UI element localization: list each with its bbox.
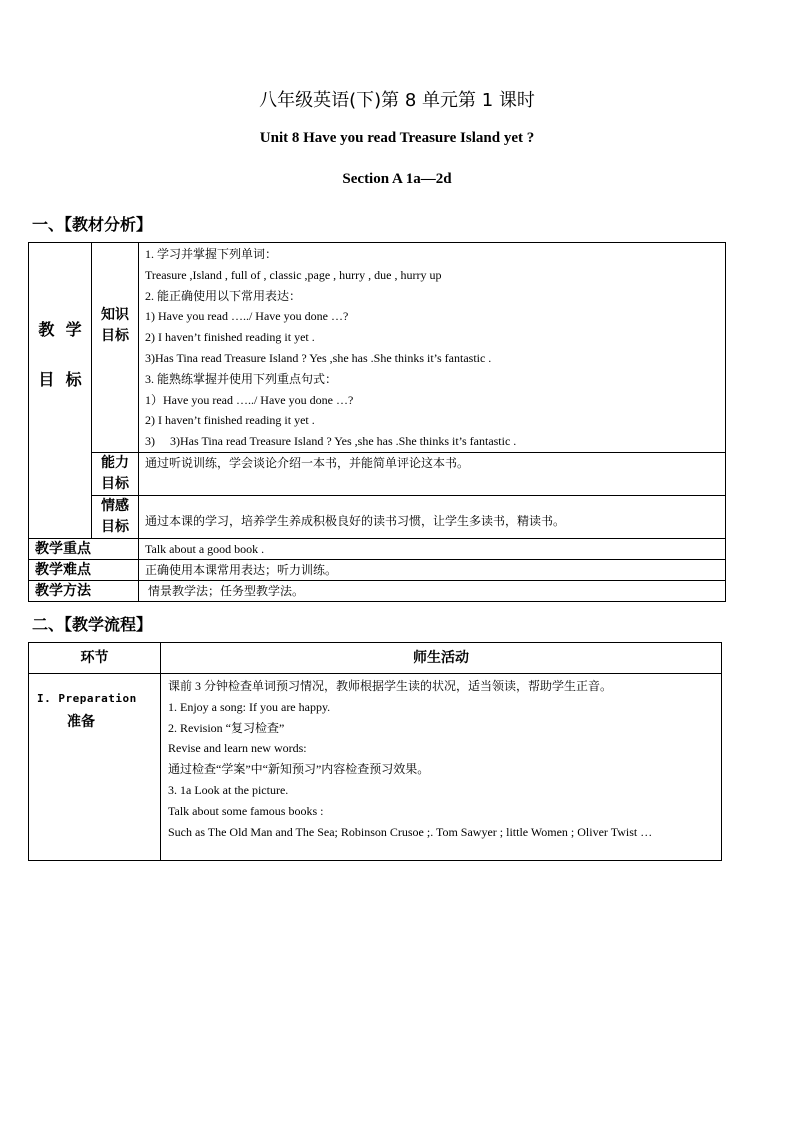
knowledge-line: 1）Have you read …../ Have you done …? (145, 392, 354, 407)
methods-label-cell (29, 580, 139, 601)
activity-line: 2. Revision “复习检查” (168, 720, 285, 735)
knowledge-line: 2. 能正确使用以下常用表达： (145, 288, 302, 303)
teaching-process-table (28, 642, 722, 861)
knowledge-label-1: 知识 (101, 307, 129, 323)
activity-line: 1. Enjoy a song: If you are happy. (168, 699, 331, 714)
activity-line: 课前 3 分钟检查单词预习情况，教师根据学生读的状况，适当领读，帮助学生正音。 (168, 679, 613, 693)
stage-chinese: 准备 (67, 714, 95, 730)
difficulties-label-cell (29, 559, 139, 580)
ability-goal-label-cell (92, 452, 139, 495)
key-points-label: 教学重点 (35, 540, 91, 557)
unit-title: Unit 8 Have you read Treasure Island yet ? (259, 130, 535, 146)
ability-text: 通过听说训练，学会谈论介绍一本书，并能简单评论这本书。 (145, 455, 470, 470)
methods-content (139, 580, 726, 601)
ability-goal-content (139, 452, 726, 495)
activity-line: Such as The Old Man and The Sea; Robinson Crusoe ;. Tom Sawyer ; little Women ; Oliver Twist … (168, 824, 653, 839)
knowledge-line: Treasure ,Island , full of , classic ,page , hurry , due , hurry up (145, 267, 442, 282)
goal-label-top: 教 学 (38, 320, 82, 340)
teaching-analysis-table (28, 242, 726, 602)
knowledge-goal-label-cell (92, 243, 139, 453)
ability-label-2: 目标 (101, 475, 129, 492)
knowledge-line: 3) 3)Has Tina read Treasure Island ? Yes ,she has .She thinks it’s fantastic . (145, 434, 517, 449)
emotion-label-1: 情感 (101, 497, 129, 514)
key-points-text: Talk about a good book . (145, 541, 265, 556)
emotion-goal-label-cell (92, 495, 139, 538)
goal-label-bottom: 目 标 (38, 370, 82, 390)
activity-line: 3. 1a Look at the picture. (168, 782, 289, 797)
activity-header: 师生活动 (413, 650, 469, 666)
emotion-text: 通过本课的学习，培养学生养成积极良好的读书习惯，让学生多读书，精读书。 (145, 513, 566, 528)
stage-english: I. Preparation (37, 692, 137, 705)
activity-line: 通过检查“学案”中“新知预习”内容检查预习效果。 (168, 762, 430, 777)
methods-text: 情景教学法；任务型教学法。 (145, 583, 305, 598)
knowledge-label-2: 目标 (101, 328, 129, 344)
difficulties-content (139, 559, 726, 580)
section2-heading: 二、【教学流程】 (32, 615, 153, 634)
emotion-label-2: 目标 (101, 518, 129, 535)
section1-heading: 一、【教材分析】 (32, 215, 153, 234)
knowledge-line: 3. 能熟练掌握并使用下列重点句式： (145, 371, 338, 386)
stage-cell (29, 674, 161, 861)
knowledge-line: 2) I haven’t finished reading it yet . (145, 413, 315, 428)
page-title: 八年级英语(下)第 8 单元第 1 课时 (259, 90, 535, 111)
difficulties-label: 教学难点 (35, 561, 91, 578)
activity-header-cell (161, 643, 722, 674)
knowledge-line: 1. 学习并掌握下列单词： (145, 247, 278, 261)
emotion-goal-content (139, 495, 726, 538)
stage-header-cell (29, 643, 161, 674)
key-points-content (139, 538, 726, 559)
key-points-label-cell (29, 538, 139, 559)
knowledge-line: 3)Has Tina read Treasure Island ? Yes ,she has .She thinks it’s fantastic . (145, 350, 492, 365)
knowledge-line: 2) I haven’t finished reading it yet . (145, 330, 315, 345)
difficulties-text: 正确使用本课常用表达；听力训练。 (145, 562, 338, 577)
activity-line: Revise and learn new words: (168, 741, 307, 756)
knowledge-line: 1) Have you read …../ Have you done …? (145, 309, 349, 324)
stage-header: 环节 (80, 650, 109, 666)
section-title: Section A 1a—2d (342, 171, 452, 187)
knowledge-goal-content (139, 243, 726, 453)
activity-cell (161, 674, 722, 861)
methods-label: 教学方法 (35, 582, 91, 599)
ability-label-1: 能力 (101, 454, 129, 471)
teaching-goals-cell (29, 243, 92, 539)
activity-line: Talk about some famous books : (168, 803, 324, 818)
